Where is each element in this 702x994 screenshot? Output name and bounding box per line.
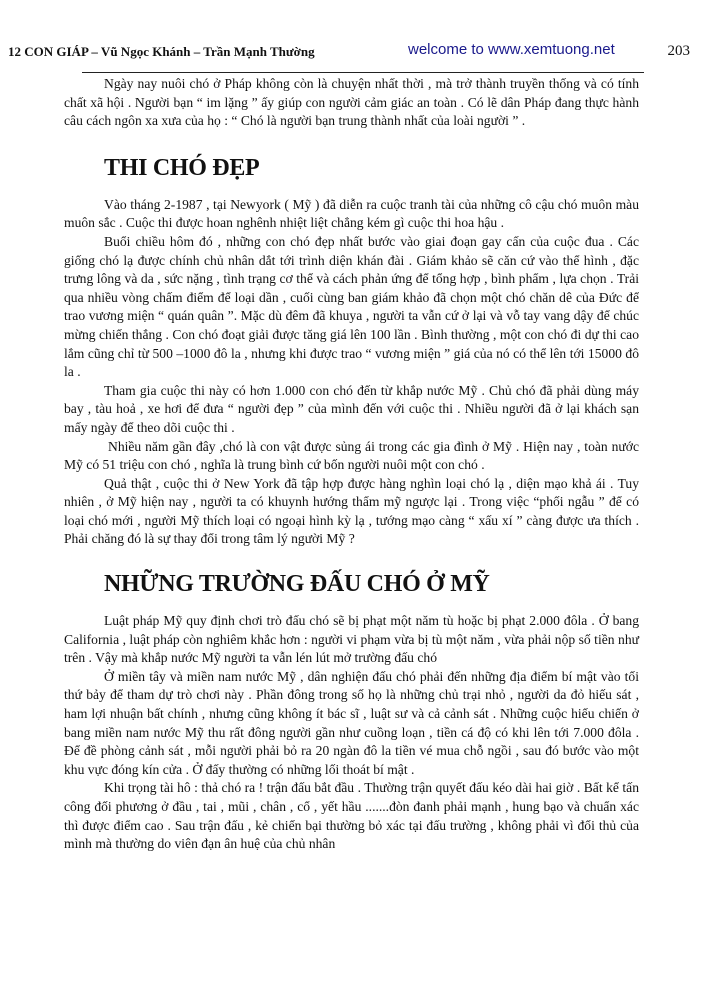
header-divider [82,72,644,73]
book-title-header: 12 CON GIÁP – Vũ Ngọc Khánh – Trần Mạnh Thường [8,44,315,59]
body-paragraph: Khi trọng tài hô : thả chó ra ! trận đấu bắt đầu . Thường trận quyết đấu kéo dài hai giờ . Bất kể tấn công đối phương ở đầu , tai , mũi , chân , cổ , yết hầu .......đòn đanh phải mạnh , hung bạo và chuẩn xác thì được điểm cao . Sau trận đấu , kẻ chiến bại thường bỏ xác tại đấu trường , không phải vì đối thủ của mình mà thường do viên đạn ân huệ của chủ nhân [64,780,639,852]
intro-paragraph: Ngày nay nuôi chó ở Pháp không còn là chuyện nhất thời , mà trở thành truyền thống và có tính chất xã hội . Người bạn “ im lặng ” ấy giúp con người cảm giác an toàn . Có lẽ dân Pháp đang thực hành câu cách ngôn xa xưa của họ : “ Chó là người bạn trung thành nhất của loài người ” . [64,76,639,129]
section-heading-dog-fighting-arenas: NHỮNG TRƯỜNG ĐẤU CHÓ Ở MỸ [104,571,490,598]
body-paragraph: Vào tháng 2-1987 , tại Newyork ( Mỹ ) đã diễn ra cuộc tranh tài của những cô cậu chó muôn màu muôn sắc . Cuộc thi được hoan nghênh nhiệt liệt chẳng kém gì cuộc thi hoa hậu . [64,196,639,231]
body-paragraph: Ở miền tây và miền nam nước Mỹ , dân nghiện đấu chó phải đến những địa điểm bí mật vào tối thứ bảy để tham dự trò chơi này . Phần đông trong số họ là những chủ trại nhỏ , người da đỏ hiếu sát , ham lợi nhuận bất chính , nhưng cũng không ít bác sĩ , luật sư và cả cảnh sát . Những cuộc hiếu chiến ở bang miền nam nước Mỹ thu rất đông người gần như cuồng loạn , tiền cá độ có khi lên tới 7.000 đôla . Để đề phòng cảnh sát , mỗi người phải bỏ ra 20 ngàn đô la tiền vé mua chỗ ngồi , sau đó bước vào một khu vực đóng kín cửa . Ở đấy thường có những lối thoát bí mật . [64,668,639,777]
body-paragraph: Nhiều năm gần đây ,chó là con vật được sủng ái trong các gia đình ở Mỹ . Hiện nay , toàn nước Mỹ có 51 triệu con chó , nghĩa là trung bình cứ bốn người nuôi một con chó . [64,438,639,473]
page-header [8,40,690,62]
page-body [64,75,639,854]
body-paragraph: Tham gia cuộc thi này có hơn 1.000 con chó đến từ khắp nước Mỹ . Chủ chó đã phải dùng máy bay , tàu hoả , xe hơi để đưa “ người đẹp ” của mình đến với cuộc thi . Nhiều người đã ở lại khách sạn mấy ngày để theo dõi cuộc thi . [64,382,639,435]
body-paragraph: Buổi chiều hôm đó , những con chó đẹp nhất bước vào giai đoạn gay cấn của cuộc đua . Các giống chó lạ được chính chủ nhân dắt tới trình diện khán đài . Giám khảo sẽ căn cứ vào thể hình , đặc trưng lông và da , sức nặng , tình trạng cơ thể và cách phản ứng để tổng hợp , bình phẩm , lựa chọn . Trải qua nhiều vòng chấm điểm để loại dần , cuối cùng ban giám khảo đã chọn một chó chăn dê của Đức để trao vương miện “ quán quân ”. Mặc dù đêm đã khuya , người ta vẫn cứ ở lại và vỗ tay vang dậy để chúc mừng chiến thắng . Con chó đoạt giải được tăng giá lên 100 lần . Bình thường , một con chó đi dự thi cao lắm cũng chỉ từ 500 –1000 đô la , nhưng khi được trao “ vương miện ” giá của nó có thể lên tới 15000 đô la . [64,233,639,380]
website-link[interactable]: welcome to www.xemtuong.net [408,41,615,58]
page-number: 203 [667,43,690,59]
section-heading-dog-beauty-contest: THI CHÓ ĐẸP [104,154,260,181]
body-paragraph: Luật pháp Mỹ quy định chơi trò đấu chó sẽ bị phạt một năm tù hoặc bị phạt 2.000 đôla . Ở bang California , luật pháp còn nghiêm khắc hơn : người vi phạm vừa bị tù một năm , vừa phải nộp số tiền như trên . Vậy mà khắp nước Mỹ người ta vẫn lén lút mở trường đấu chó [64,613,639,666]
body-paragraph: Quả thật , cuộc thi ở New York đã tập hợp được hàng nghìn loại chó lạ , diện mạo khả ái . Tuy nhiên , ở Mỹ hiện nay , người ta có khuynh hướng thẩm mỹ ngược lại . Trong việc “phối ngẫu ” để có loại chó mới , người Mỹ thích loại có ngoại hình kỳ lạ , tướng mạo càng “ xấu xí ” càng được ưa thích . Phải chăng đó là sự thay đổi trong tâm lý người Mỹ ? [64,475,639,547]
